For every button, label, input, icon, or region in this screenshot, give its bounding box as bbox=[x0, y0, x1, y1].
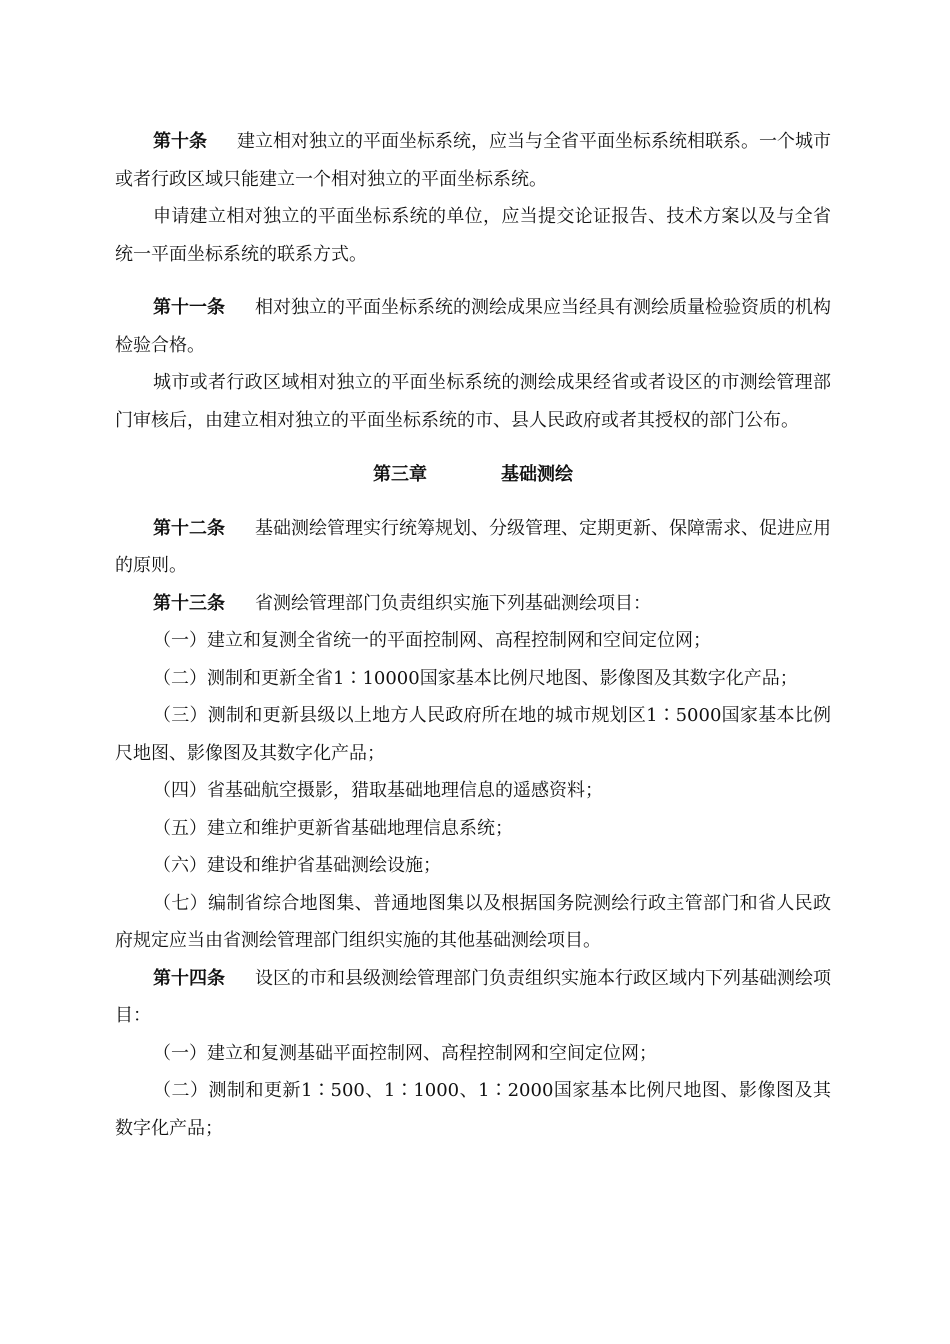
article-13-text-1: 省测绘管理部门负责组织实施下列基础测绘项目： bbox=[255, 592, 651, 614]
article-13-item-2: （二）测制和更新全省1∶10000国家基本比例尺地图、影像图及其数字化产品； bbox=[153, 667, 798, 689]
article-11-paragraph-1 bbox=[115, 289, 831, 364]
article-14-label: 第十四条 bbox=[153, 967, 225, 989]
article-13-item-1: （一）建立和复测全省统一的平面控制网、高程控制网和空间定位网； bbox=[153, 630, 711, 651]
article-14-item-1: （一）建立和复测基础平面控制网、高程控制网和空间定位网； bbox=[153, 1042, 657, 1064]
article-13-item-4: （四）省基础航空摄影，猎取基础地理信息的遥感资料； bbox=[153, 780, 603, 801]
article-13-item-7: （七）编制省综合地图集、普通地图集以及根据国务院测绘行政主管部门和省人民政府规定应当由省测绘管理部门组织实施的其他基础测绘项目。 bbox=[115, 892, 831, 951]
chapter-title: 基础测绘 bbox=[501, 464, 573, 485]
chapter-heading bbox=[115, 456, 831, 494]
article-12-text-1: 基础测绘管理实行统筹规划、分级管理、定期更新、保障需求、促进应用的原则。 bbox=[115, 517, 831, 576]
document-page bbox=[115, 123, 831, 1147]
article-12-paragraph-1 bbox=[115, 510, 831, 585]
article-11-paragraph-2: 城市或者行政区域相对独立的平面坐标系统的测绘成果经省或者设区的市测绘管理部门审核后，由建立相对独立的平面坐标系统的市、县人民政府或者其授权的部门公布。 bbox=[115, 372, 831, 431]
paragraph-gap bbox=[115, 273, 831, 289]
article-10-paragraph-1 bbox=[115, 123, 831, 198]
article-11-text-1: 相对独立的平面坐标系统的测绘成果应当经具有测绘质量检验资质的机构检验合格。 bbox=[115, 297, 831, 356]
article-10-text-1: 建立相对独立的平面坐标系统，应当与全省平面坐标系统相联系。一个城市或者行政区域只能建立一个相对独立的平面坐标系统。 bbox=[115, 131, 831, 190]
article-13-label: 第十三条 bbox=[153, 592, 225, 614]
article-13-paragraph-1 bbox=[115, 585, 831, 623]
article-14-item-2: （二）测制和更新1∶500、1∶1000、1∶2000国家基本比例尺地图、影像图及其数字化产品； bbox=[115, 1080, 831, 1139]
article-11-label: 第十一条 bbox=[153, 297, 225, 318]
article-13-item-3: （三）测制和更新县级以上地方人民政府所在地的城市规划区1∶5000国家基本比例尺地图、影像图及其数字化产品； bbox=[115, 705, 831, 764]
article-14-paragraph-1 bbox=[115, 960, 831, 1035]
article-10-label: 第十条 bbox=[153, 131, 207, 152]
article-14-text-1: 设区的市和县级测绘管理部门负责组织实施本行政区域内下列基础测绘项目： bbox=[115, 967, 831, 1026]
article-12-label: 第十二条 bbox=[153, 517, 225, 539]
article-10-paragraph-2: 申请建立相对独立的平面坐标系统的单位，应当提交论证报告、技术方案以及与全省统一平面坐标系统的联系方式。 bbox=[115, 206, 831, 265]
article-13-item-6: （六）建设和维护省基础测绘设施； bbox=[153, 855, 441, 876]
chapter-number: 第三章 bbox=[373, 464, 427, 485]
article-13-item-5: （五）建立和维护更新省基础地理信息系统； bbox=[153, 817, 513, 839]
